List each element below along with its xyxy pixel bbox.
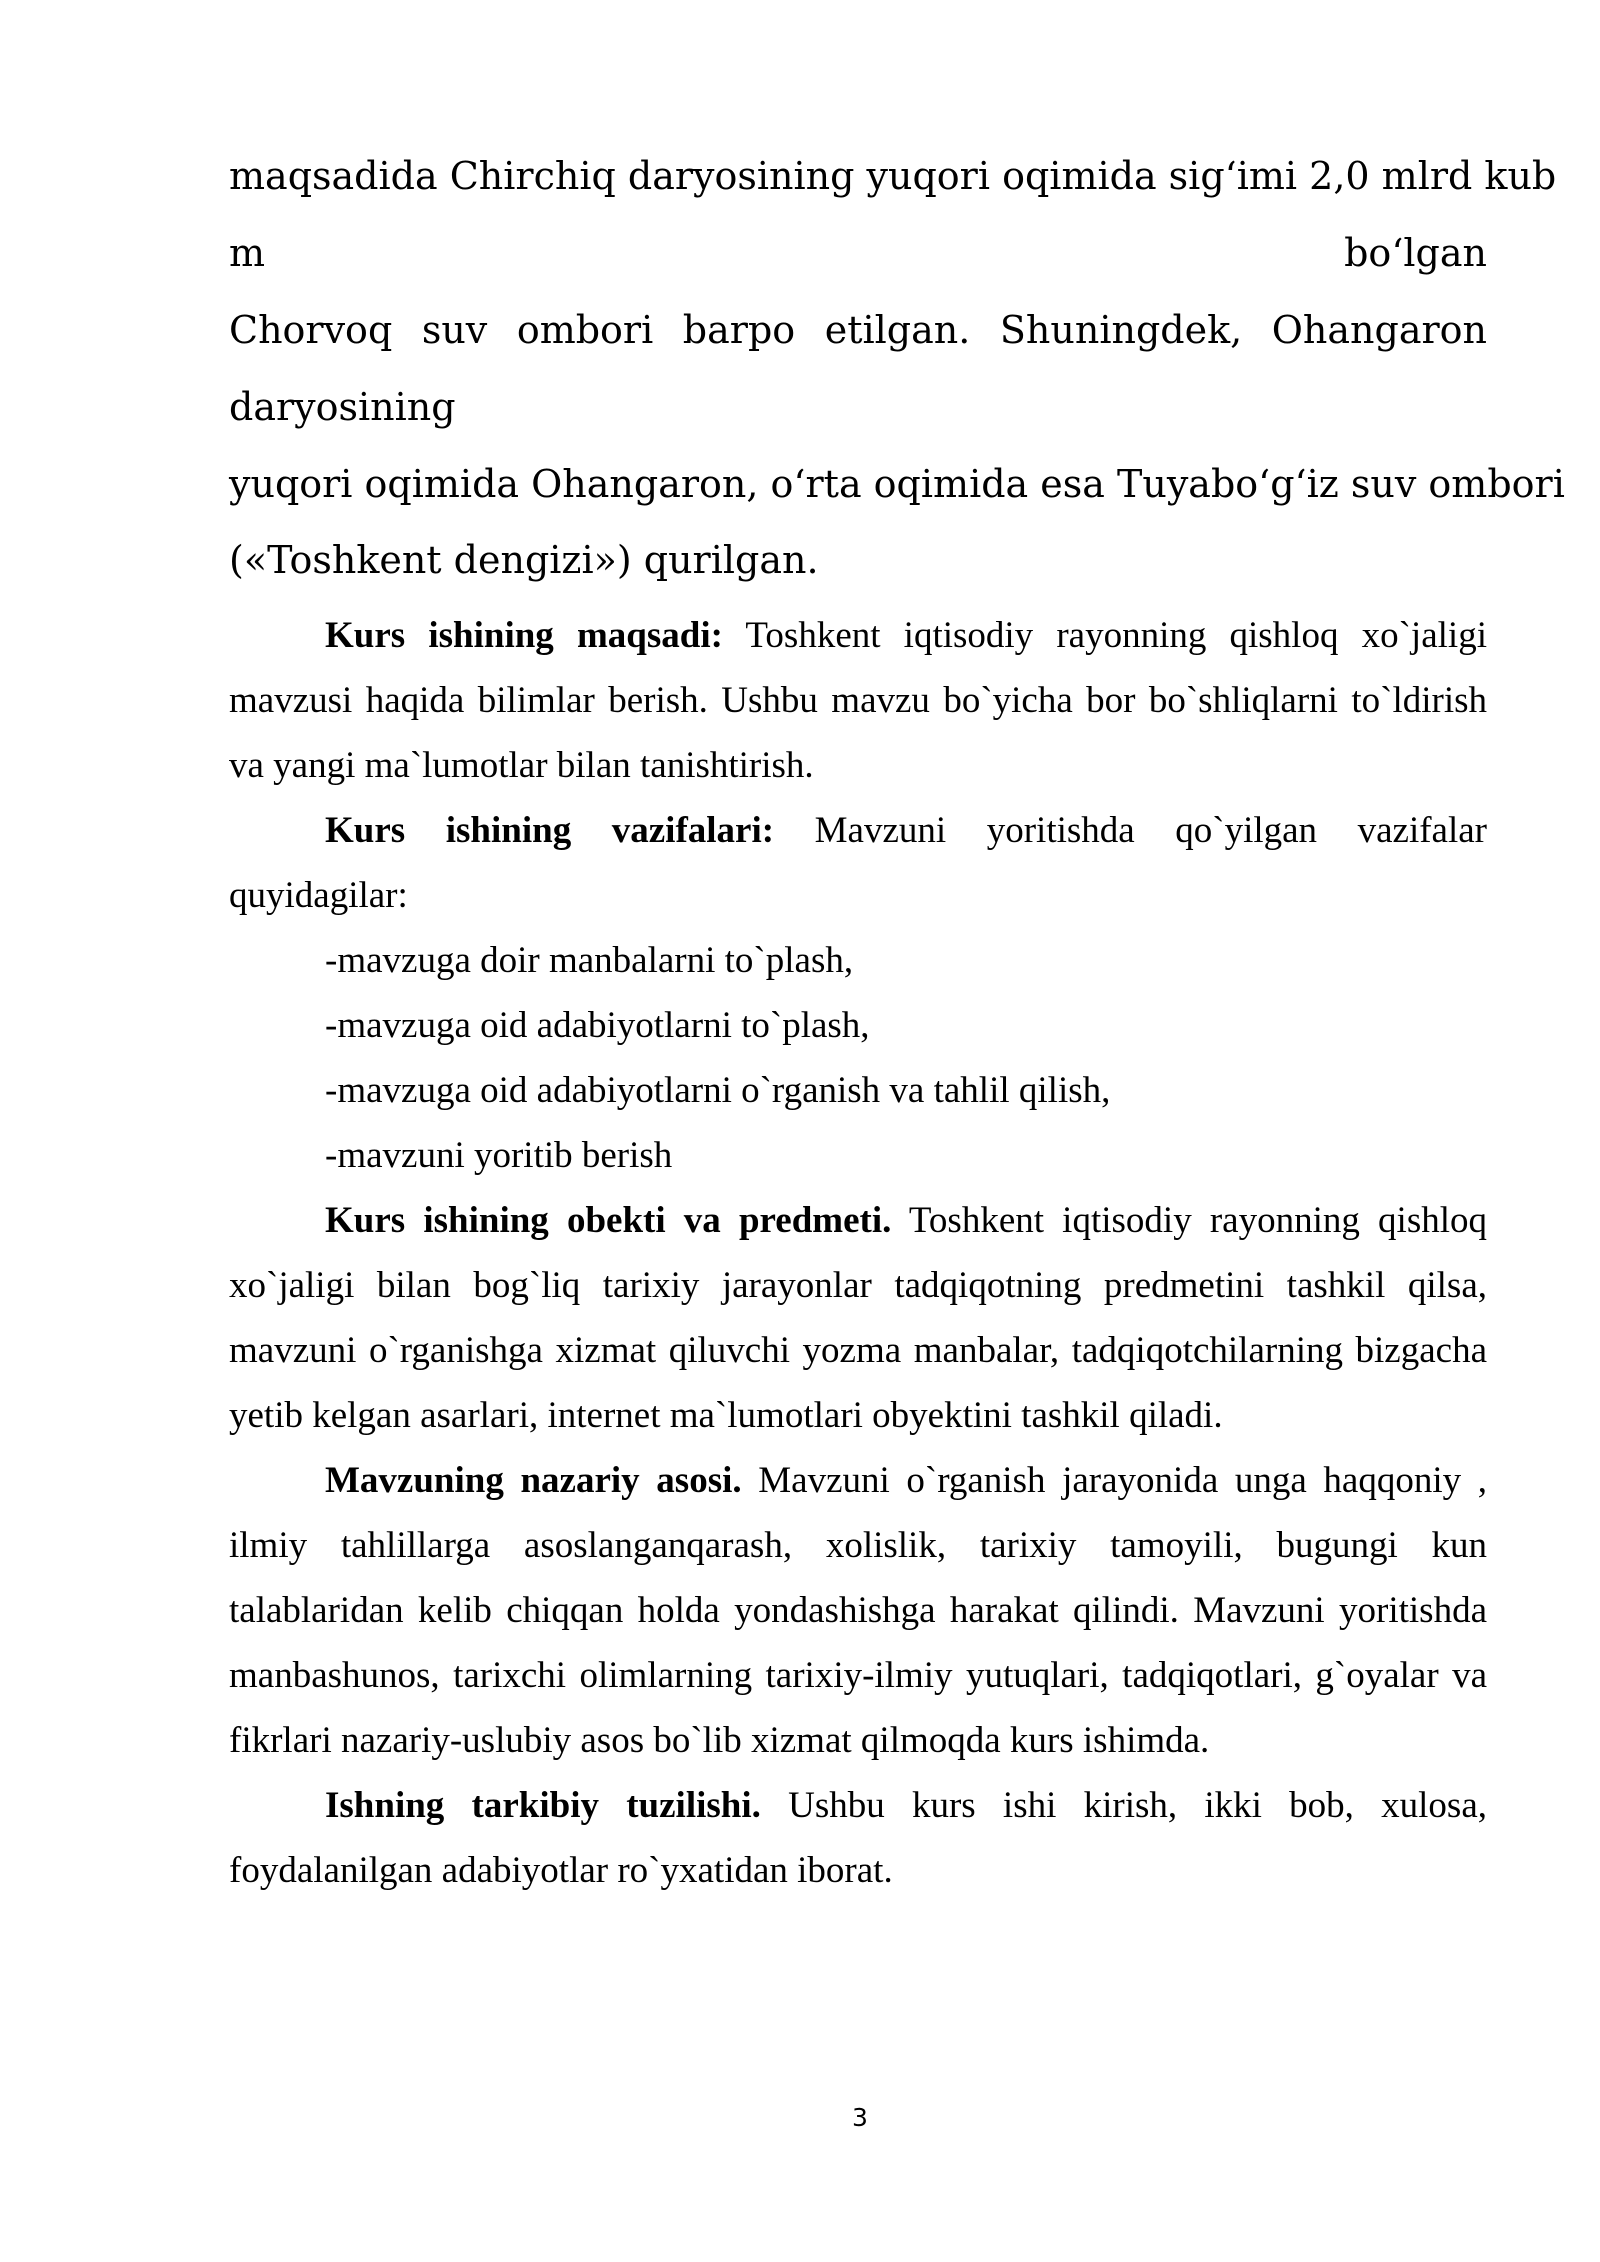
word: Chorvoq [229, 308, 393, 352]
paragraph-obekt [229, 1188, 1487, 1448]
list-item: -mavzuga oid adabiyotlarni o`rganish va tahlil qilish, [325, 1070, 1111, 1111]
paragraph-vazifalar [229, 798, 1487, 928]
paragraph-heading: Kurs ishining obekti va predmeti. [325, 1200, 892, 1241]
paragraph-text: Mavzuni o`rganish jarayonida unga haqqoniy , ilmiy tahlillarga asoslanganqarash, xolislik, tarixiy tamoyili, bugungi kun talablaridan kelib chiqqan holda yondashishga harakat qilindi. Mavzuni yoritishda manbashunos, tarixchi olimlarning tarixiy-ilmiy yutuqlari, tadqiqotlari, g`oyalar va fikrlari nazariy-uslubiy asos bo`lib xizmat qilmoqda kurs ishimda. [229, 1460, 1487, 1761]
line-fragment: bo‘lgan [1344, 231, 1487, 275]
paragraph-text: Ushbu kurs ishi kirish, ikki bob, xulosa, foydalanilgan adabiyotlar ro`yxatidan iborat. [229, 1785, 1487, 1891]
word: etilgan. [824, 308, 971, 352]
paragraph-nazariy [229, 1448, 1487, 1773]
line-fragment: m [229, 231, 266, 275]
text-line: daryosining [229, 385, 456, 429]
page-number: 3 [852, 2103, 868, 2132]
paragraph-maqsad [229, 603, 1487, 798]
text-line [229, 308, 1487, 352]
paragraph-heading: Ishning tarkibiy tuzilishi. [325, 1785, 761, 1826]
list-item: -mavzuga doir manbalarni to`plash, [325, 940, 854, 981]
paragraph-heading: Mavzuning nazariy asosi. [325, 1460, 742, 1501]
paragraph-tuzilish [229, 1773, 1487, 1903]
text-line: («Toshkent dengizi») qurilgan. [229, 538, 819, 582]
word: barpo [682, 308, 796, 352]
paragraph-heading: Kurs ishining maqsadi: [325, 615, 723, 656]
word: Ohangaron [1271, 308, 1487, 352]
list-item: -mavzuni yoritib berish [325, 1135, 673, 1176]
paragraph-text: Toshkent iqtisodiy rayonning qishloq xo`jaligi mavzusi haqida bilimlar berish. Ushbu mavzu bo`yicha bor bo`shliqlarni to`ldirish va yangi ma`lumotlar bilan tanishtirish. [229, 615, 1487, 786]
word: suv [421, 308, 488, 352]
paragraph-text: Mavzuni yoritishda qo`yilgan vazifalar quyidagilar: [229, 810, 1488, 916]
word: Shuningdek, [999, 308, 1243, 352]
text-line [229, 231, 1487, 275]
body-text [229, 603, 1487, 1903]
text-line: yuqori oqimida Ohangaron, o‘rta oqimida esa Tuyabo‘g‘iz suv ombori [229, 462, 1565, 506]
word: ombori [516, 308, 654, 352]
paragraph-heading: Kurs ishining vazifalari: [325, 810, 775, 851]
list-item: -mavzuga oid adabiyotlarni to`plash, [325, 1005, 870, 1046]
paragraph-text: Toshkent iqtisodiy rayonning qishloq xo`jaligi bilan bog`liq tarixiy jarayonlar tadqiqotning predmetini tashkil qilsa, mavzuni o`rganishga xizmat qiluvchi yozma manbalar, tadqiqotchilarning bizgacha yetib kelgan asarlari, internet ma`lumotlari obyektini tashkil qiladi. [229, 1200, 1487, 1436]
text-line: maqsadida Chirchiq daryosining yuqori oqimida sig‘imi 2,0 mlrd kub [229, 154, 1557, 198]
